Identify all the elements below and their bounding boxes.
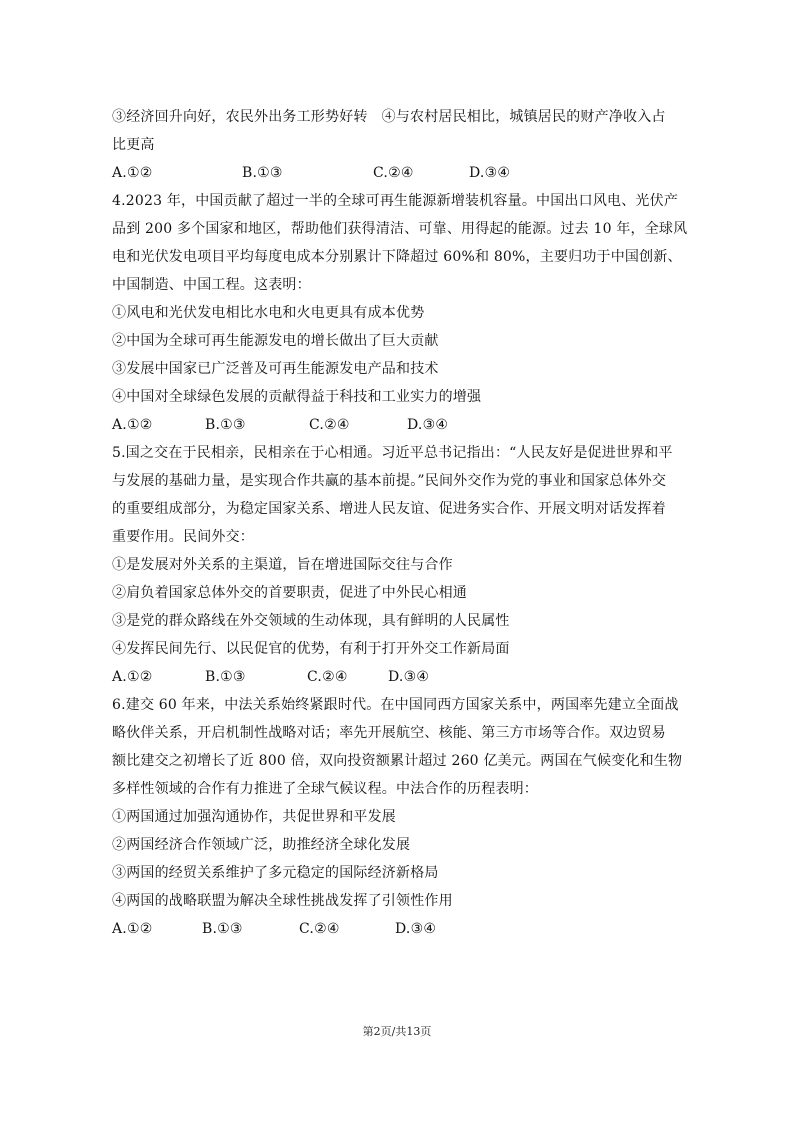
q6-choice-4: ④两国的战略联盟为解决全球性挑战发挥了引领性作用 [112, 893, 453, 909]
q4-stem-line: 电和光伏发电项目平均每度电成本分别累计下降超过 60%和 80%，主要归功于中国创新、 [112, 249, 682, 265]
q5-choice-3: ③是党的群众路线在外交领域的生动体现，具有鲜明的人民属性 [112, 613, 510, 629]
q6-option-c: C.②④ [299, 921, 340, 937]
q6-options [112, 915, 686, 943]
q5-option-d: D.③④ [388, 669, 430, 685]
q6-option-a: A.①② [112, 921, 153, 937]
q6-choice-3: ③两国的经贸关系维护了多元稳定的国际经济新格局 [112, 865, 439, 881]
q6-option-d: D.③④ [395, 921, 437, 937]
q5-options [112, 663, 686, 691]
q5-choice-4: ④发挥民间先行、以民促官的优势，有利于打开外交工作新局面 [112, 641, 510, 657]
q4-stem-line: 品到 200 多个国家和地区，帮助他们获得清洁、可靠、用得起的能源。过去 10 年，全球风 [112, 221, 688, 237]
q5-stem-line: 5.国之交在于民相亲，民相亲在于心相通。习近平总书记指出：“人民友好是促进世界和平 [112, 445, 673, 461]
q4-choice-2: ②中国为全球可再生能源发电的增长做出了巨大贡献 [112, 333, 439, 349]
q6-stem-line: 额比建交之初增长了近 800 倍，双向投资额累计超过 260 亿美元。两国在气候变化和生物 [112, 753, 683, 769]
q6-stem-line: 略伙伴关系，开启机制性战略对话；率先开展航空、核能、第三方市场等合作。双边贸易 [112, 725, 666, 741]
q6-option-b: B.①③ [202, 921, 243, 937]
q6-stem-line: 多样性领域的合作有力推进了全球气候议程。中法合作的历程表明： [112, 781, 538, 797]
q4-choice-3: ③发展中国家已广泛普及可再生能源发电产品和技术 [112, 361, 439, 377]
q3-choice-4-continued: 比更高 [112, 137, 155, 153]
q5-stem-line: 与发展的基础力量，是实现合作共赢的基本前提。”民间外交作为党的事业和国家总体外交 [112, 473, 667, 489]
q4-stem-line: 4.2023 年，中国贡献了超过一半的全球可再生能源新增装机容量。中国出口风电、光伏产 [112, 193, 679, 209]
q6-choice-1: ①两国通过加强沟通协作，共促世界和平发展 [112, 809, 396, 825]
q4-option-c: C.②④ [309, 417, 350, 433]
q4-stem-line: 中国制造、中国工程。这表明： [112, 277, 311, 293]
q3-choice-3: ③经济回升向好，农民外出务工形势好转 [112, 109, 368, 125]
q4-options [112, 411, 686, 439]
page-footer: 第2页/共13页 [362, 1025, 432, 1038]
question-content [112, 103, 686, 943]
q4-choice-1: ①风电和光伏发电相比水电和火电更具有成本优势 [112, 305, 425, 321]
q5-option-c: C.②④ [307, 669, 348, 685]
q3-option-d: D.③④ [469, 165, 511, 181]
q3-choice-3-4-line [112, 103, 686, 131]
q5-stem-line: 重要作用。民间外交： [112, 529, 254, 545]
q4-choice-4: ④中国对全球绿色发展的贡献得益于科技和工业实力的增强 [112, 389, 482, 405]
q3-choice-4: ④与农村居民相比，城镇居民的财产净收入占 [381, 109, 666, 125]
q4-option-a: A.①② [112, 417, 153, 433]
q6-stem-line: 6.建交 60 年来，中法关系始终紧跟时代。在中国同西方国家关系中，两国率先建立全面战 [112, 697, 679, 713]
q3-option-c: C.②④ [373, 165, 414, 181]
q5-choice-2: ②肩负着国家总体外交的首要职责，促进了中外民心相通 [112, 585, 467, 601]
q5-option-b: B.①③ [205, 669, 246, 685]
q5-stem-line: 的重要组成部分，为稳定国家关系、增进人民友谊、促进务实合作、开展文明对话发挥着 [112, 501, 666, 517]
q3-option-a: A.①② [112, 165, 153, 181]
q3-option-b: B.①③ [242, 165, 283, 181]
q3-options [112, 159, 686, 187]
q6-choice-2: ②两国经济合作领域广泛，助推经济全球化发展 [112, 837, 411, 853]
q5-choice-1: ①是发展对外关系的主渠道，旨在增进国际交往与合作 [112, 557, 453, 573]
q4-option-d: D.③④ [407, 417, 449, 433]
q4-option-b: B.①③ [205, 417, 246, 433]
q5-option-a: A.①② [112, 669, 153, 685]
